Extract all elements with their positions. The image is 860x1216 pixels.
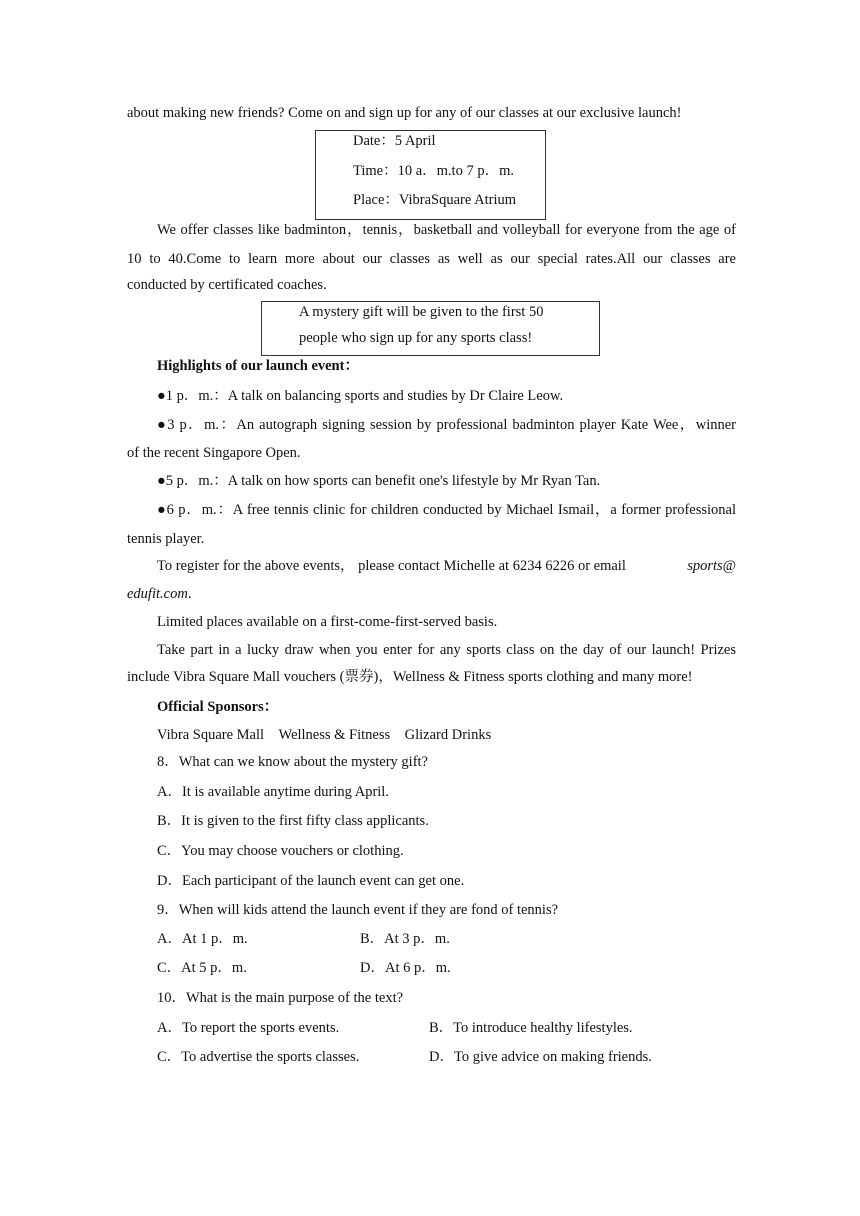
question-8-option-b: B．It is given to the first fifty class applicants.: [157, 813, 429, 829]
question-9-option-d: D．At 6 p．m.: [360, 960, 451, 976]
limited-places: Limited places available on a first‐come‐first‐served basis.: [157, 614, 498, 630]
sponsors-heading-text: Official Sponsors：: [157, 699, 279, 715]
classes-para-line2: 10 to 40.Come to learn more about our classes as well as our special rates.All our classes are: [127, 251, 736, 267]
register-text: To register for the above events， please contact Michelle at 6234 6226 or email: [157, 558, 626, 574]
event-place: Place：VibraSquare Atrium: [353, 192, 517, 208]
question-8-option-d: D．Each participant of the launch event can get one.: [157, 873, 465, 889]
classes-para-line3: conducted by certificated coaches.: [127, 277, 327, 293]
register-email-part1: sports@: [687, 558, 736, 574]
highlight-item-4-line2: tennis player.: [127, 531, 205, 547]
question-9-stem: 9．When will kids attend the launch event if they are fond of tennis?: [157, 902, 559, 918]
lucky-draw-line1: Take part in a lucky draw when you enter for any sports class on the day of our launch! Prizes: [157, 642, 736, 658]
gift-box-line2: people who sign up for any sports class!: [299, 330, 533, 346]
register-email-part2: edufit.com: [127, 586, 188, 602]
question-9-option-b: B．At 3 p．m.: [360, 931, 450, 947]
question-10-stem: 10．What is the main purpose of the text?: [157, 990, 404, 1006]
highlight-item-2-line2: of the recent Singapore Open.: [127, 445, 301, 461]
highlight-item-2-line1: ●3 p．m.：An autograph signing session by professional badminton player Kate Wee，winner: [157, 417, 736, 433]
question-8-option-c: C．You may choose vouchers or clothing.: [157, 843, 404, 859]
classes-para-line1: We offer classes like badminton，tennis，basketball and volleyball for everyone from the age of: [157, 222, 736, 238]
question-9-option-c: C．At 5 p．m.: [157, 960, 247, 976]
question-9-option-a: A．At 1 p．m.: [157, 931, 248, 947]
highlights-heading-text: Highlights of our launch event：: [157, 358, 359, 374]
question-8-option-a: A．It is available anytime during April.: [157, 784, 389, 800]
highlight-item-3: ●5 p．m.：A talk on how sports can benefit one's lifestyle by Mr Ryan Tan.: [157, 473, 601, 489]
register-period: .: [187, 586, 192, 602]
highlight-item-4-line1: ●6 p．m.：A free tennis clinic for children conducted by Michael Ismail，a former professional: [157, 502, 736, 518]
highlights-heading: [157, 356, 359, 376]
question-10-option-a: A．To report the sports events.: [157, 1020, 340, 1036]
lucky-draw-line2: include Vibra Square Mall vouchers (票券)，Wellness & Fitness sports clothing and many more!: [127, 669, 693, 685]
intro-line: about making new friends? Come on and sign up for any of our classes at our exclusive launch!: [127, 105, 682, 121]
question-10-option-b: B．To introduce healthy lifestyles.: [429, 1020, 633, 1036]
question-8-stem: 8．What can we know about the mystery gift?: [157, 754, 428, 770]
event-date: Date：5 April: [353, 133, 436, 149]
highlight-item-1: ●1 p．m.：A talk on balancing sports and studies by Dr Claire Leow.: [157, 388, 564, 404]
question-10-option-d: D．To give advice on making friends.: [429, 1049, 652, 1065]
register-line2: [127, 584, 191, 604]
sponsors-list: Vibra Square Mall Wellness & Fitness Glizard Drinks: [157, 727, 492, 743]
question-10-option-c: C．To advertise the sports classes.: [157, 1049, 360, 1065]
sponsors-heading: [157, 697, 278, 717]
gift-box-line1: A mystery gift will be given to the first 50: [299, 304, 544, 320]
event-time: Time：10 a．m.to 7 p．m.: [353, 163, 514, 179]
register-line1: [157, 556, 736, 576]
